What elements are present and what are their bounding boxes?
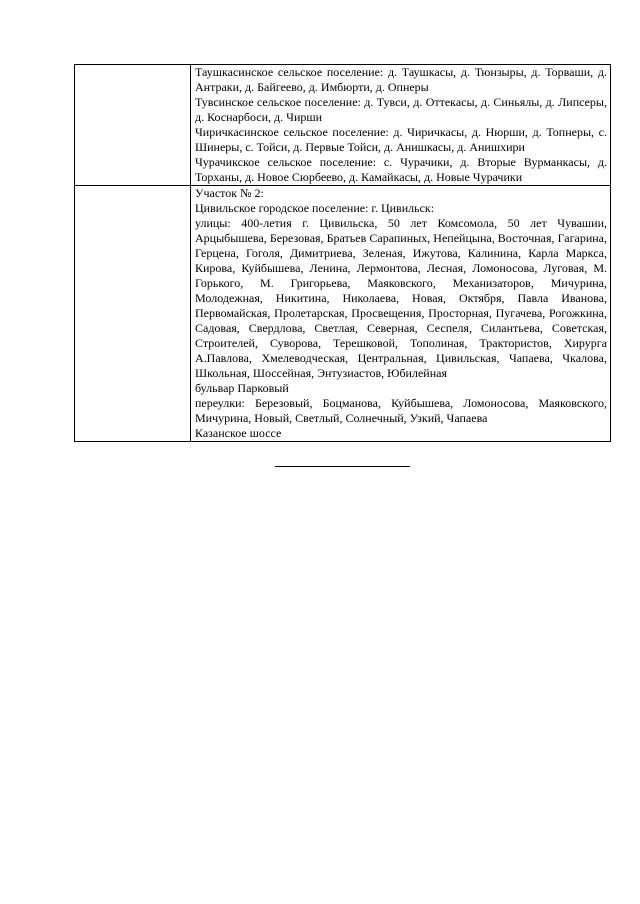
boulevard-line: бульвар Парковый: [195, 381, 289, 395]
footer-divider-line: [275, 466, 410, 467]
lanes-list: переулки: Березовый, Боцманова, Куйбышева, Ломоносова, Маяковского, Мичурина, Новый, Светлый, Солнечный, Узкий, Чапаева: [195, 396, 607, 425]
left-cell-empty: [75, 65, 191, 186]
right-cell-settlements: [191, 65, 611, 186]
highway-line: Казанское шоссе: [195, 426, 282, 440]
paragraph-tuvsi: Тувсинское сельское поселение: д. Тувси, д. Оттекасы, д. Синьялы, д. Липсеры, д. Коснарбоси, д. Чирши: [195, 95, 607, 124]
streets-list: улицы: 400-летия г. Цивильска, 50 лет Комсомола, 50 лет Чувашии, Арцыбышева, Березовая, Братьев Сарапиных, Непейцына, Восточная, Гагарина, Герцена, Гоголя, Димитриева, Зеленая, Ижутова, Калинина, Карла Маркса, Кирова, Куйбышева, Ленина, Лермонтова, Лесная, Ломоносова, Луговая, М. Горького, М. Григорьева, Маяковского, Механизаторов, Мичурина, Молодежная, Никитина, Николаева, Новая, Октября, Павла Иванова, Первомайская, Пролетарская, Просвещения, Просторная, Пугачева, Рогожкина, Садовая, Свердлова, Светлая, Северная, Сеспеля, Силантьева, Советская, Строителей, Суворова, Терешковой, Тополиная, Трактористов, Хирурга А.Павлова, Хмелеводческая, Центральная, Цивильская, Чапаева, Чкалова, Школьная, Шоссейная, Энтузиастов, Юбилейная: [195, 216, 607, 380]
left-cell-empty: [75, 186, 191, 442]
precinct-heading: Участок № 2:: [195, 186, 264, 200]
paragraph-taushkasy: Таушкасинское сельское поселение: д. Таушкасы, д. Тюнзыры, д. Торваши, д. Антраки, д. Байгеево, д. Имбюрти, д. Опнеры: [195, 65, 607, 94]
table-row: [75, 65, 611, 186]
address-table: [74, 64, 611, 442]
paragraph-chirichkasy: Чиричкасинское сельское поселение: д. Чиричкасы, д. Нюрши, д. Топнеры, с. Шинеры, с. Тойси, д. Первые Тойси, д. Анишкасы, д. Анишхири: [195, 125, 607, 154]
table-row: [75, 186, 611, 442]
settlement-title: Цивильское городское поселение: г. Цивильск:: [195, 201, 435, 215]
paragraph-churachiki: Чурачикское сельское поселение: с. Чурачики, д. Вторые Вурманкасы, д. Торханы, д. Новое Сюрбеево, д. Камайкасы, д. Новые Чурачики: [195, 155, 607, 184]
right-cell-precinct-2: [191, 186, 611, 442]
